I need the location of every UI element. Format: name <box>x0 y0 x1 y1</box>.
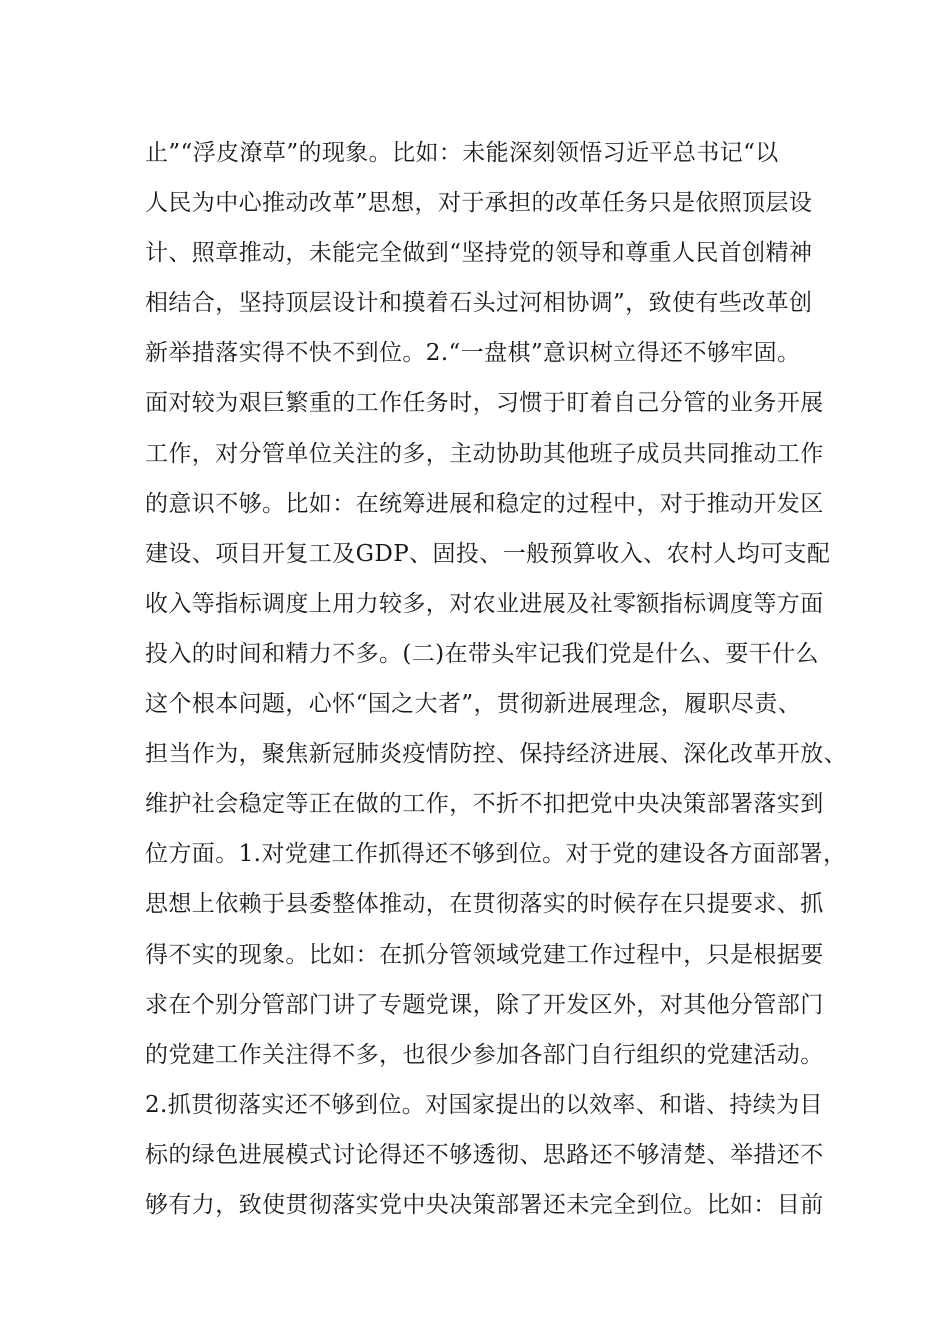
text-line: 止”“浮皮潦草”的现象。比如：未能深刻领悟习近平总书记“以 <box>145 140 779 166</box>
text-line: 得不实的现象。比如：在抓分管领域党建工作过程中，只是根据要 <box>145 941 824 968</box>
text-line: 计、照章推动，未能完全做到“坚持党的领导和尊重人民首创精神 <box>145 240 813 267</box>
text-line: 人民为中心推动改革”思想，对于承担的改革任务只是依照顶层设 <box>145 190 813 217</box>
text-line: 投入的时间和精力不多。(二)在带头牢记我们党是什么、要干什么 <box>145 640 819 667</box>
text-line: 位方面。1.对党建工作抓得还不够到位。对于党的建设各方面部署， <box>145 841 847 868</box>
text-line: 求在个别分管部门讲了专题党课，除了开发区外，对其他分管部门 <box>145 991 824 1018</box>
text-line: 工作，对分管单位关注的多，主动协助其他班子成员共同推动工作 <box>145 440 824 467</box>
text-line: 思想上依赖于县委整体推动，在贯彻落实的时候存在只提要求、抓 <box>145 891 824 918</box>
text-line: 的意识不够。比如：在统筹进展和稳定的过程中，对于推动开发区 <box>145 490 824 517</box>
text-line: 担当作为，聚焦新冠肺炎疫情防控、保持经济进展、深化改革开放、 <box>145 741 847 768</box>
text-line: 这个根本问题，心怀“国之大者”，贯彻新进展理念，履职尽责、 <box>145 691 802 718</box>
text-line: 维护社会稳定等正在做的工作，不折不扣把党中央决策部署落实到 <box>145 791 824 818</box>
text-line: 面对较为艰巨繁重的工作任务时，习惯于盯着自己分管的业务开展 <box>145 390 824 417</box>
text-line: 相结合，坚持顶层设计和摸着石头过河相协调”，致使有些改革创 <box>145 290 813 317</box>
text-line: 建设、项目开复工及GDP、固投、一般预算收入、农村人均可支配 <box>145 540 831 567</box>
text-line: 2.抓贯彻落实还不够到位。对国家提出的以效率、和谐、持续为目 <box>145 1091 823 1118</box>
text-line: 收入等指标调度上用力较多，对农业进展及社零额指标调度等方面 <box>145 590 824 617</box>
body-text <box>145 128 847 1230</box>
text-line: 够有力，致使贯彻落实党中央决策部署还未完全到位。比如：目前 <box>145 1191 824 1218</box>
text-line: 的党建工作关注得不多，也很少参加各部门自行组织的党建活动。 <box>145 1041 824 1068</box>
text-line: 新举措落实得不快不到位。2.“一盘棋”意识树立得还不够牢固。 <box>145 340 801 367</box>
text-line: 标的绿色进展模式讨论得还不够透彻、思路还不够清楚、举措还不 <box>145 1141 824 1168</box>
